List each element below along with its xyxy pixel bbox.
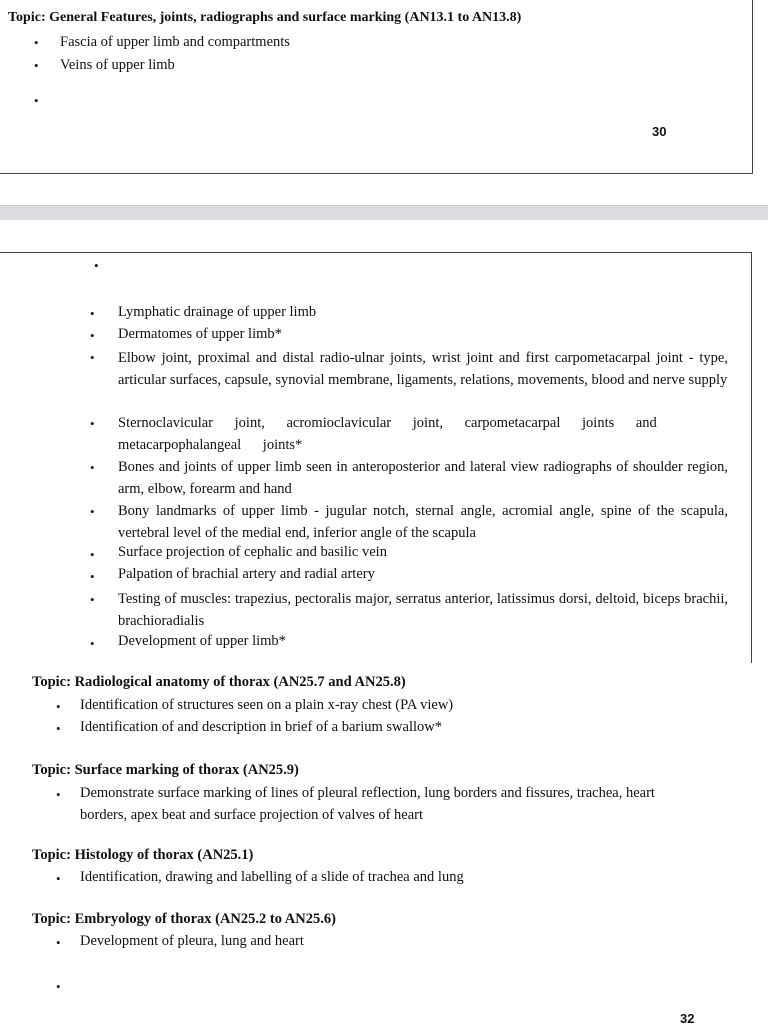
bullet-icon: • <box>56 871 61 886</box>
section-heading: Topic: Embryology of thorax (AN25.2 to AN25.6) <box>32 911 336 927</box>
page-separator <box>0 206 768 220</box>
bullet-icon: • <box>34 58 39 73</box>
list-item: Development of upper limb* <box>118 633 286 649</box>
bullet-icon: • <box>94 258 99 273</box>
bullet-icon: • <box>90 504 95 519</box>
list-item: Elbow joint, proximal and distal radio-ulnar joints, wrist joint and first carpometacarpal joint - type, articular surfaces, capsule, synovial membrane, ligaments, relations, movements, blood and nerve supply <box>118 350 728 388</box>
bullet-icon: • <box>56 721 61 736</box>
bullet-icon: • <box>56 935 61 950</box>
section-heading: Topic: Surface marking of thorax (AN25.9) <box>32 762 299 778</box>
list-item: Identification, drawing and labelling of a slide of trachea and lung <box>80 869 464 885</box>
bullet-icon: • <box>90 460 95 475</box>
page-number: 32 <box>680 1011 695 1026</box>
list-item: Palpation of brachial artery and radial artery <box>118 566 375 582</box>
list-item: Identification of and description in brief of a barium swallow* <box>80 719 442 735</box>
bullet-icon: • <box>90 416 95 431</box>
list-item: Veins of upper limb <box>60 57 175 73</box>
bullet-icon: • <box>56 787 61 802</box>
list-item: Lymphatic drainage of upper limb <box>118 304 317 320</box>
bullet-icon: • <box>90 547 95 562</box>
list-item: Bony landmarks of upper limb - jugular notch, sternal angle, acromial angle, spine of the scapula, vertebral level of the medial end, inferior angle of the scapula <box>118 503 728 541</box>
list-item: Bones and joints of upper limb seen in anteroposterior and lateral view radiographs of shoulder region, arm, elbow, forearm and hand <box>118 459 728 497</box>
section-heading: Topic: Histology of thorax (AN25.1) <box>32 847 254 863</box>
list-item: Fascia of upper limb and compartments <box>60 34 290 50</box>
bullet-icon: • <box>56 699 61 714</box>
bullet-icon: • <box>90 636 95 651</box>
bullet-icon: • <box>34 93 39 108</box>
bullet-icon: • <box>90 592 95 607</box>
page-number: 30 <box>652 124 667 139</box>
list-item: Dermatomes of upper limb* <box>118 326 282 342</box>
list-item: Demonstrate surface marking of lines of pleural reflection, lung borders and fissures, trachea, heart borders, apex beat and surface projection of valves of heart <box>80 785 655 823</box>
list-item: Testing of muscles: trapezius, pectoralis major, serratus anterior, latissimus dorsi, deltoid, biceps brachii, brachioradialis <box>118 591 728 629</box>
list-item: Surface projection of cephalic and basilic vein <box>118 544 387 560</box>
page-30 <box>0 0 753 174</box>
section-heading: Topic: Radiological anatomy of thorax (AN25.7 and AN25.8) <box>32 674 406 690</box>
bullet-icon: • <box>90 328 95 343</box>
bullet-icon: • <box>56 979 61 994</box>
bullet-icon: • <box>90 569 95 584</box>
list-item: Development of pleura, lung and heart <box>80 933 304 949</box>
list-item: Identification of structures seen on a plain x-ray chest (PA view) <box>80 697 454 713</box>
list-item: Sternoclavicular joint, acromioclavicular joint, carpometacarpal joints and metacarpophalangeal joints* <box>118 415 657 453</box>
page1-topic-heading: Topic: General Features, joints, radiographs and surface marking (AN13.1 to AN13.8) <box>8 10 522 25</box>
bullet-icon: • <box>34 35 39 50</box>
bullet-icon: • <box>90 306 95 321</box>
bullet-icon: • <box>90 350 95 365</box>
